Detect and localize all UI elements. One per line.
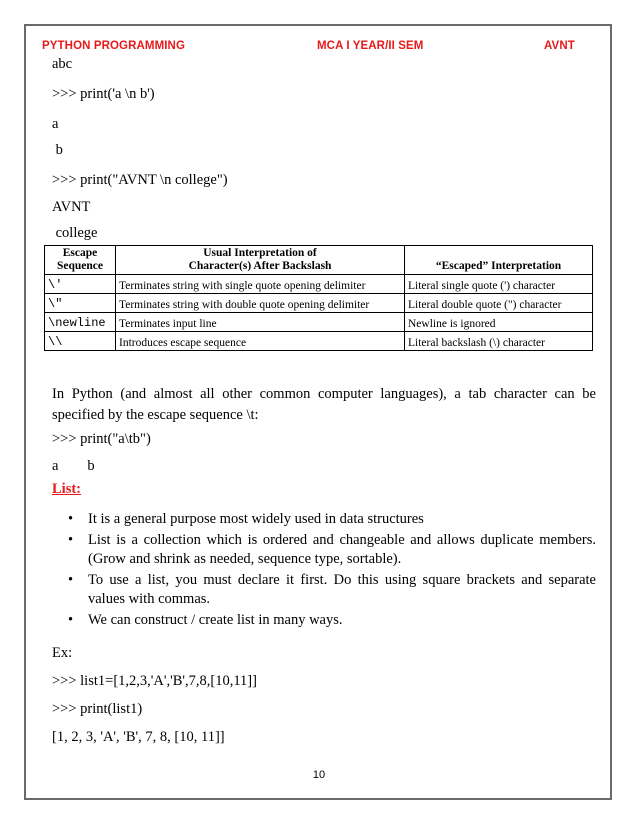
- column-header-escape: Escape Sequence: [45, 246, 116, 275]
- table-cell: Literal backslash (\) character: [405, 332, 593, 351]
- tab-code-line: >>> print("a\tb"): [52, 431, 151, 447]
- table-cell: Newline is ignored: [405, 313, 593, 332]
- list-item: • It is a general purpose most widely used in data structures: [68, 511, 424, 527]
- example-line: >>> print(list1): [52, 701, 143, 717]
- table-header-row: [45, 246, 593, 275]
- code-line: b: [52, 142, 63, 158]
- header-institute: AVNT: [544, 40, 575, 52]
- table-cell: \newline: [45, 313, 116, 332]
- list-item: • List is a collection which is ordered and changeable and allows duplicate members. (Grow and shrink as needed, sequence type, sortable).: [68, 532, 596, 567]
- example-line: [1, 2, 3, 'A', 'B', 7, 8, [10, 11]]: [52, 729, 225, 745]
- code-line: AVNT: [52, 199, 91, 215]
- tab-output-line: a b: [52, 458, 95, 474]
- header-subject: PYTHON PROGRAMMING: [42, 40, 185, 52]
- table-cell: Terminates string with single quote opening delimiter: [116, 275, 405, 294]
- example-label: Ex:: [52, 645, 73, 661]
- list-heading: List:: [52, 481, 81, 497]
- bullet-list: [52, 510, 596, 632]
- table-cell: Literal double quote (") character: [405, 294, 593, 313]
- table-row: [45, 332, 593, 351]
- bullet-icon: •: [68, 511, 74, 527]
- bullet-icon: •: [68, 572, 74, 588]
- bullet-icon: •: [68, 612, 74, 628]
- escape-sequence-table: [44, 245, 593, 351]
- table-cell: Introduces escape sequence: [116, 332, 405, 351]
- column-header-usual: Usual Interpretation of Character(s) After Backslash: [116, 246, 405, 275]
- table-row: [45, 275, 593, 294]
- table-cell: \": [45, 294, 116, 313]
- table-cell: \\: [45, 332, 116, 351]
- code-line: a: [52, 116, 59, 132]
- code-line: >>> print("AVNT \n college"): [52, 172, 228, 188]
- table-cell: \': [45, 275, 116, 294]
- code-line: college: [52, 225, 98, 241]
- tab-paragraph: In Python (and almost all other common computer languages), a tab character can be specified by the escape sequence \t:: [52, 386, 596, 423]
- header-course: MCA I YEAR/II SEM: [317, 40, 424, 52]
- table-row: [45, 294, 593, 313]
- table-row: [45, 313, 593, 332]
- code-line: >>> print('a \n b'): [52, 86, 155, 102]
- table-cell: Literal single quote (') character: [405, 275, 593, 294]
- page-number: 10: [312, 769, 326, 781]
- table-cell: Terminates string with double quote opening delimiter: [116, 294, 405, 313]
- table-cell: Terminates input line: [116, 313, 405, 332]
- bullet-icon: •: [68, 532, 74, 548]
- code-line: abc: [52, 56, 73, 72]
- column-header-escaped: “Escaped” Interpretation: [405, 246, 593, 275]
- example-line: >>> list1=[1,2,3,'A','B',7,8,[10,11]]: [52, 673, 257, 689]
- list-item: • To use a list, you must declare it first. Do this using square brackets and separate values with commas.: [68, 572, 596, 607]
- list-item: • We can construct / create list in many ways.: [68, 612, 343, 628]
